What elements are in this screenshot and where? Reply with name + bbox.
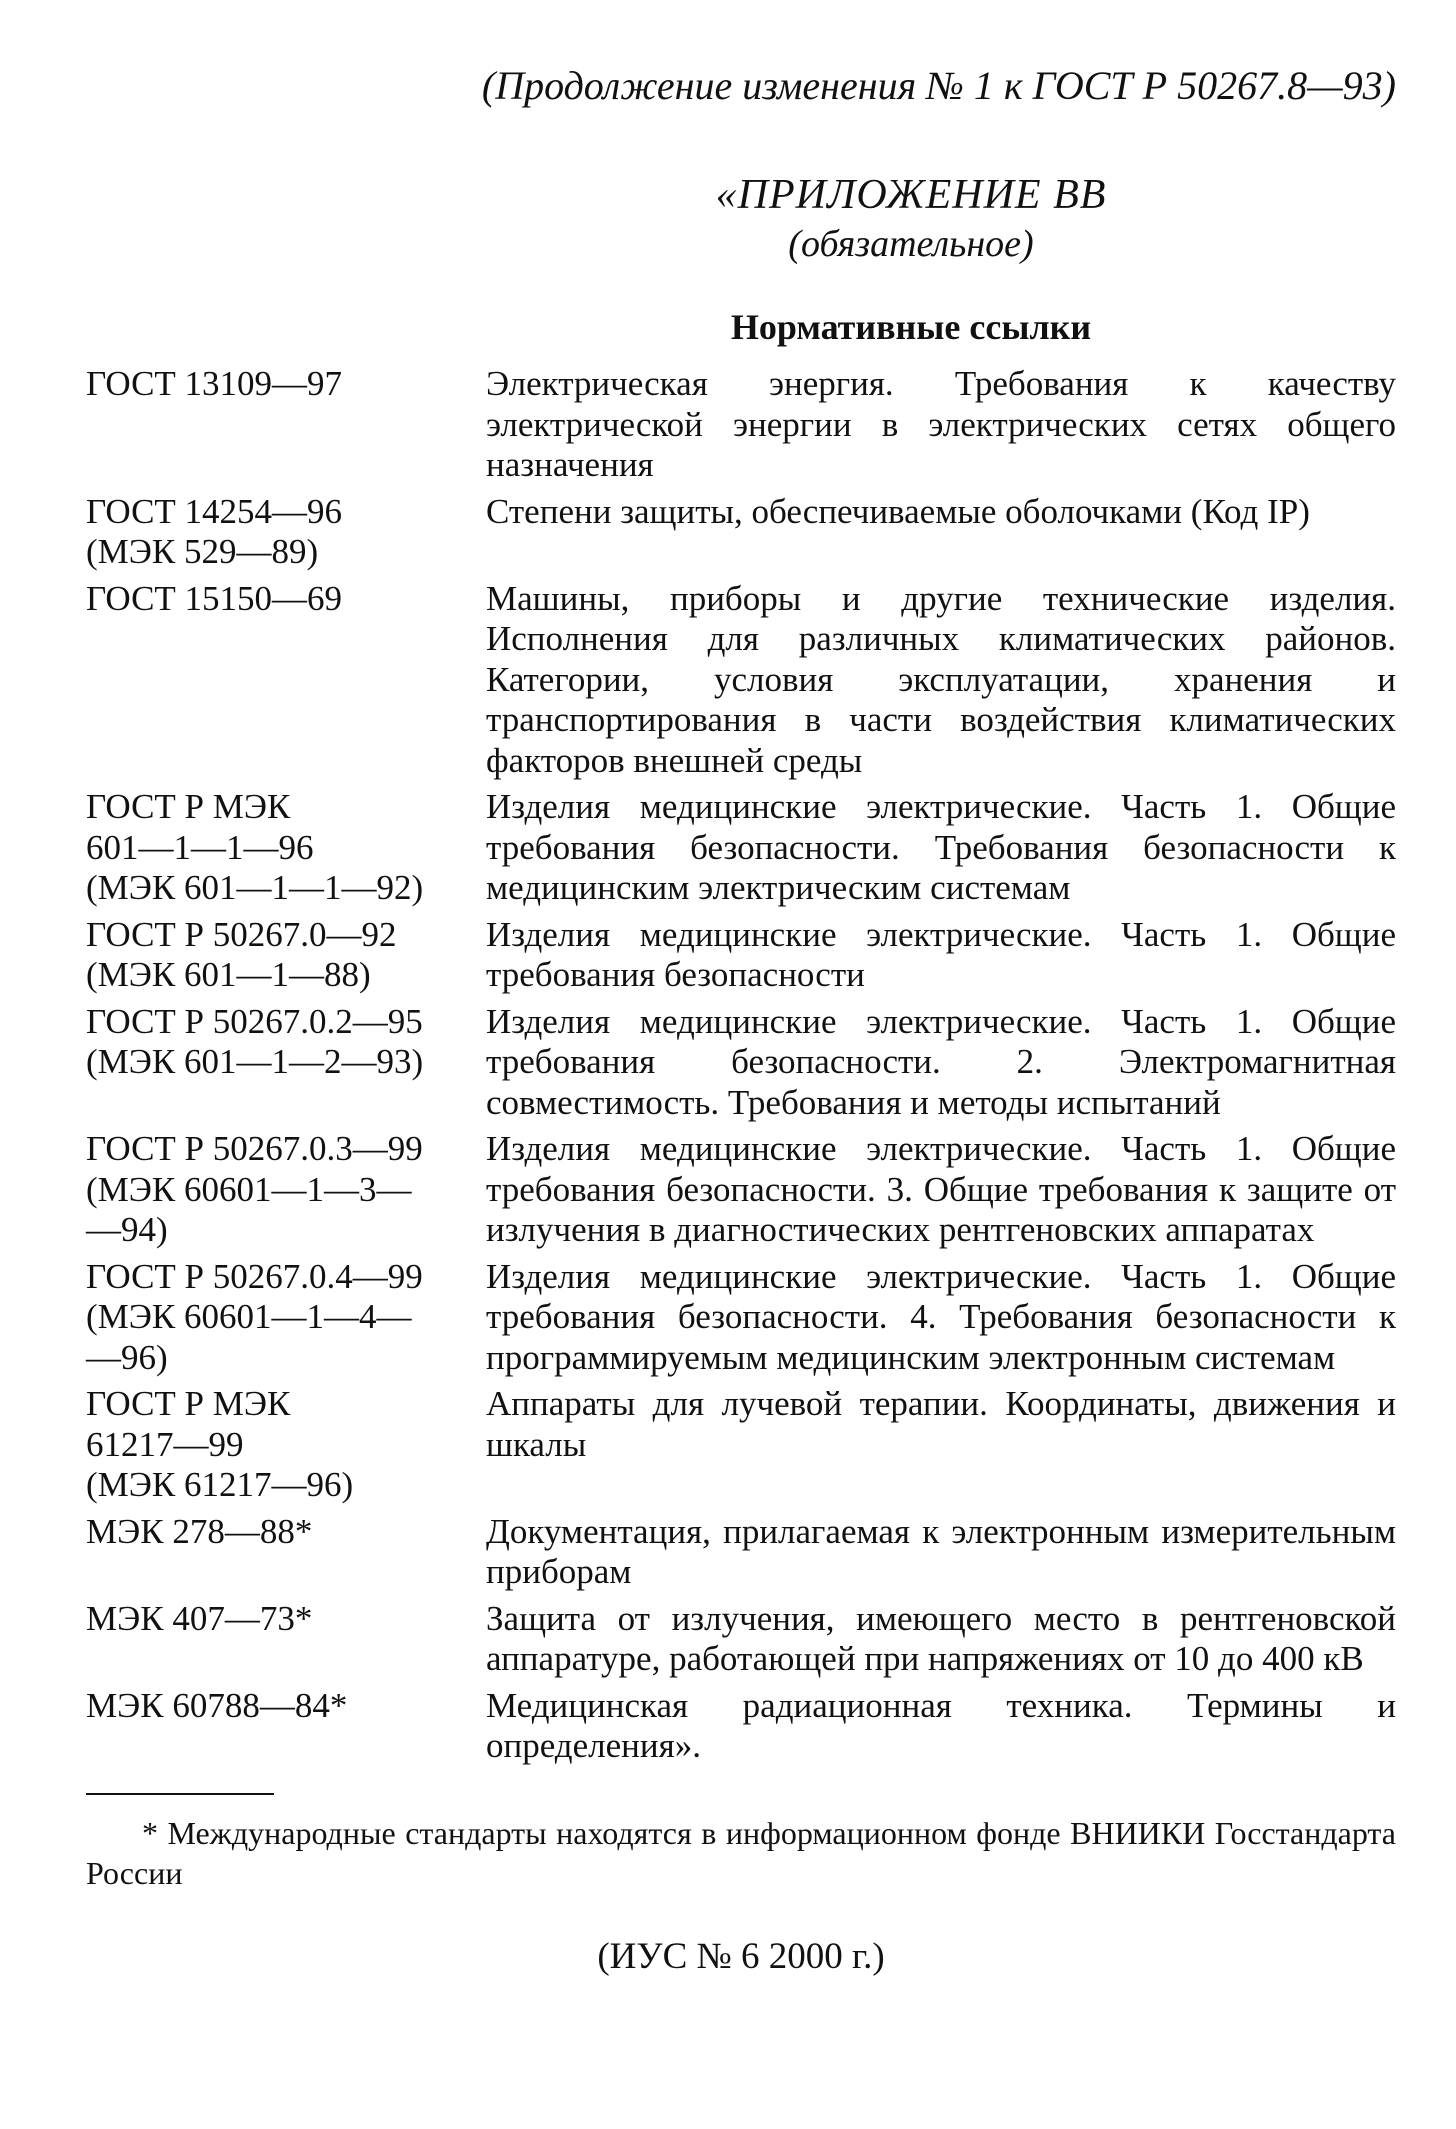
reference-description: Защита от излучения, имеющего место в рентгеновской аппаратуре, работающей при напряжениях от 10 до 400 кВ <box>486 1598 1396 1678</box>
reference-row <box>86 1257 1396 1379</box>
appendix-block <box>86 170 1396 268</box>
reference-code: ГОСТ Р МЭК 601—1—1—96 (МЭК 601—1—1—92) <box>86 787 424 907</box>
footnote-divider <box>86 1793 274 1795</box>
reference-code: МЭК 60788—84* <box>86 1685 348 1725</box>
continuation-header: (Продолжение изменения № 1 к ГОСТ Р 50267.8—93) <box>481 63 1396 108</box>
reference-row <box>86 915 1396 996</box>
reference-code: МЭК 278—88* <box>86 1511 313 1551</box>
reference-description: Изделия медицинские электрические. Часть 1. Общие требования безопасности. 4. Требования безопасности к программируемым медицинским электронным системам <box>486 1256 1396 1377</box>
source-reference: (ИУС № 6 2000 г.) <box>597 1935 885 1977</box>
reference-code: ГОСТ 15150—69 <box>86 578 343 618</box>
reference-code: ГОСТ Р 50267.0.2—95 (МЭК 601—1—2—93) <box>86 1001 424 1081</box>
references-list <box>86 364 1396 1767</box>
reference-description: Аппараты для лучевой терапии. Координаты, движения и шкалы <box>486 1384 1396 1464</box>
reference-row <box>86 1129 1396 1251</box>
reference-description: Степени защиты, обеспечиваемые оболочками (Код IP) <box>486 491 1310 531</box>
reference-description: Изделия медицинские электрические. Часть 1. Общие требования безопасности. 3. Общие требования к защите от излучения в диагностических рентгеновских аппаратах <box>486 1129 1396 1249</box>
reference-row <box>86 492 1396 573</box>
reference-description: Изделия медицинские электрические. Часть 1. Общие требования безопасности <box>486 914 1396 994</box>
reference-code: МЭК 407—73* <box>86 1598 313 1638</box>
footnote: * Международные стандарты находятся в информационном фонде ВНИИКИ Госстандарта России <box>86 1814 1396 1891</box>
reference-description: Изделия медицинские электрические. Часть 1. Общие требования безопасности. Требования безопасности к медицинским электрическим системам <box>486 787 1396 907</box>
appendix-title: «ПРИЛОЖЕНИЕ ВВ <box>715 172 1107 218</box>
reference-description: Документация, прилагаемая к электронным измерительным приборам <box>486 1511 1396 1591</box>
reference-row <box>86 1686 1396 1767</box>
reference-code: ГОСТ 13109—97 <box>86 364 343 403</box>
section-heading: Нормативные ссылки <box>730 307 1092 347</box>
reference-description: Медицинская радиационная техника. Термины и определения». <box>486 1685 1396 1765</box>
reference-description: Электрическая энергия. Требования к качеству электрической энергии в электрических сетях общего назначения <box>486 364 1396 484</box>
reference-code: ГОСТ Р 50267.0.4—99 (МЭК 60601—1—4— —96) <box>86 1256 423 1377</box>
reference-row <box>86 1512 1396 1593</box>
reference-code: ГОСТ Р 50267.0.3—99 (МЭК 60601—1—3— —94) <box>86 1129 423 1249</box>
reference-row <box>86 1384 1396 1506</box>
reference-row <box>86 1599 1396 1680</box>
reference-description: Машины, приборы и другие технические изделия. Исполнения для различных климатических районов. Категории, условия эксплуатации, хранения и транспортирования в части воздействия климатических факторов внешней среды <box>486 578 1396 780</box>
reference-row <box>86 787 1396 909</box>
reference-code: ГОСТ Р МЭК 61217—99 (МЭК 61217—96) <box>86 1384 354 1504</box>
reference-row <box>86 579 1396 782</box>
reference-description: Изделия медицинские электрические. Часть 1. Общие требования безопасности. 2. Электромагнитная совместимость. Требования и методы испытаний <box>486 1001 1396 1122</box>
reference-code: ГОСТ Р 50267.0—92 (МЭК 601—1—88) <box>86 914 397 994</box>
reference-row <box>86 364 1396 486</box>
reference-row <box>86 1002 1396 1124</box>
appendix-subtitle: (обязательное) <box>788 223 1034 265</box>
reference-code: ГОСТ 14254—96 (МЭК 529—89) <box>86 491 343 571</box>
